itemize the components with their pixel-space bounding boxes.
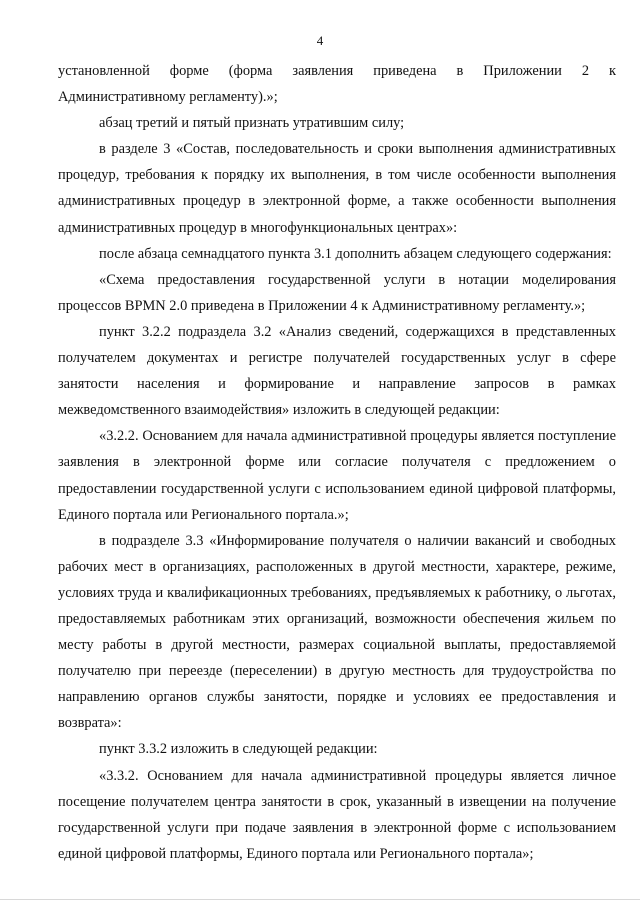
paragraph: в разделе 3 «Состав, последовательность и сроки выполнения административных процедур, требования к порядку их выполнения, в том числе особенности выполнения административных процедур в электронной форме, а также особенности выполнения административных процедур в многофункциональных центрах»: (58, 141, 616, 236)
paragraph: установленной форме (форма заявления приведена в Приложении 2 к Административному регламенту).»; (58, 63, 616, 106)
page-bottom-edge (0, 899, 640, 900)
paragraph: «3.3.2. Основанием для начала административной процедуры является личное посещение получателем центра занятости в срок, указанный в извещении на получение государственной услуги при подаче заявления в электронной форме с использованием единой цифровой платформы, Единого портала или Регионального портала»; (58, 767, 616, 862)
page-number: 4 (316, 33, 324, 48)
paragraph: после абзаца семнадцатого пункта 3.1 дополнить абзацем следующего содержания: (99, 245, 612, 262)
paragraph: «3.2.2. Основанием для начала административной процедуры является поступление заявления в электронной форме или согласие получателя с предложением о предоставлении государственной услуги с использованием единой цифровой платформы, Единого портала или Регионального портала.»; (58, 428, 616, 523)
paragraph: пункт 3.3.2 изложить в следующей редакции: (99, 741, 378, 758)
paragraph: пункт 3.2.2 подраздела 3.2 «Анализ сведений, содержащихся в представленных получателем документах и регистре получателей государственных услуг в сфере занятости населения и формирование и направление запросов в рамках межведомственного взаимодействия» изложить в следующей редакции: (58, 323, 616, 419)
paragraph: в подразделе 3.3 «Информирование получателя о наличии вакансий и свободных рабочих мест в организациях, расположенных в другой местности, характере, режиме, условиях труда и квалификационных требованиях, предъявляемых к работнику, о льготах, предоставляемых работникам этих организаций, возможности обеспечения жильем по месту работы в другой местности, размерах социальной выплаты, предоставляемой получателю при переезде (переселении) в другую местность для трудоустройства по направлению органов службы занятости, порядке и условиях ее предоставления и возврата»: (58, 532, 616, 732)
paragraph: абзац третий и пятый признать утратившим силу; (99, 115, 405, 132)
paragraph: «Схема предоставления государственной услуги в нотации моделирования процессов BPMN 2.0 приведена в Приложении 4 к Административному регламенту.»; (58, 271, 616, 314)
document-body (58, 58, 616, 867)
